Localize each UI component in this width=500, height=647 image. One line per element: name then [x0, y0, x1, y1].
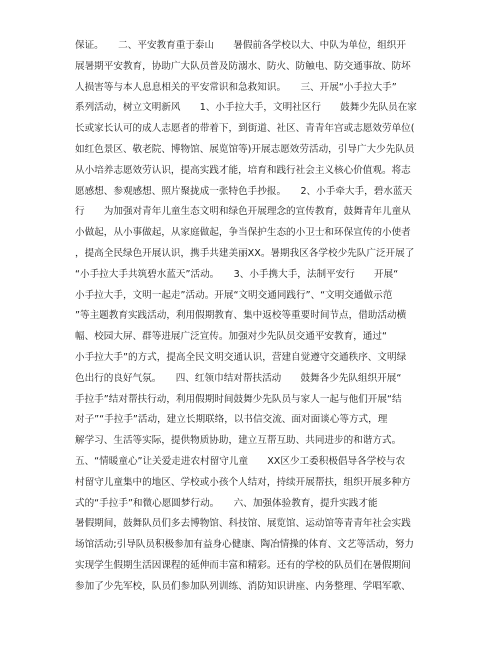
text-line: 愿感想、参观感想、照片聚拢成一张特色手抄报。 2、小手牵大手，碧水蓝天	[75, 185, 413, 197]
text-line: 五、“情暖童心”让关爱走进农村留守儿童 XX区少工委积极倡导各学校与农	[75, 455, 406, 467]
text-line: 暑假期间，鼓舞队员们多去博物馆、科技馆、展览馆、运动馆等青青年社会实践	[75, 518, 411, 530]
text-line: 保证。 二、平安教育重于泰山 暑假前各学校以大、中队为单位，组织开	[75, 40, 406, 51]
text-line: 场馆活动;引导队员积极参加有益身心健康、陶冶情操的体育、文艺等活动，努力	[75, 539, 415, 551]
text-line: 参加了少先军校，队员们参加队列训练、消防知识讲座、内务整理、学唱军歌、	[75, 580, 411, 592]
text-line: 对子”“手拉手”活动，建立长期联络，以书信交流、面对面谈心等方式，理	[75, 414, 388, 426]
text-line: “小手拉大手共筑碧水蓝天”活动。 3、小手携大手，法制平安行 开展“	[75, 268, 399, 280]
text-line: 长或家长认可的成人志愿者的带着下，到街道、社区、青青年宫或志愿效劳单位(	[75, 123, 415, 135]
text-line: 小手拉大手，文明一起走”活动。开展“文明交通同践行”、“文明交通做示范	[75, 289, 393, 301]
body-text	[75, 36, 427, 598]
text-line: 小手拉大手”的方式，提高全民文明交通认识，营建自觉遵守交通秩序、文明绿	[75, 351, 407, 363]
text-line: ，提高全民绿色开展认识，携手共建美丽XX。暑期我区各学校少先队广泛开展了	[75, 247, 415, 259]
text-line: 系列活动，树立文明新风 1、小手拉大手，文明社区行 鼓舞少先队员在家	[75, 102, 417, 114]
text-line: 小做起，从小事做起，从家庭做起，争当保护生态的小卫士和环保宣传的小使者	[75, 227, 411, 239]
text-line: 幅、校园大屏、群等进展广泛宣传。加强对少先队员交通平安教育，通过“	[75, 331, 387, 343]
text-line: 解学习、生活等实际，提供物质协助，建立互帮互助、共同进步的和谐方式。	[75, 435, 402, 447]
text-line: 式的“手拉手”和微心愿圆梦行动。 六、加强体验教育，提升实践才能	[75, 497, 378, 509]
text-line: 手拉手”结对帮扶行动，利用假期时间鼓舞少先队员与家人一起与他们开展“结	[75, 393, 402, 405]
text-line: 实现学生假期生活因课程的延伸而丰富和精彩。还有的学校的队员们在暑假期间	[75, 559, 411, 571]
text-line: 人损害等与本人息息相关的平安常识和急救知识。 三、开展“小手拉大手”	[75, 81, 397, 93]
text-line: 如红色景区、敬老院、博物馆、展览馆等)开展志愿效劳活动，引导广大少先队员	[75, 143, 415, 155]
text-line: ”等主题教育实践活动，利用假期教育、集中返校等重要时间节点，借助活动横	[75, 310, 407, 322]
text-line: 色出行的良好气氛。 四、红领巾结对帮扶活动 鼓舞各少先队组织开展“	[75, 372, 402, 384]
text-line: 展暑期平安教育，协助广大队员普及防溺水、防火、防触电、防交通事故、防坏	[75, 60, 411, 72]
text-line: 从小培养志愿效劳认识，提高实践才能，培育和践行社会主义核心价值观。将志	[75, 164, 411, 176]
text-line: 行 为加强对青年儿童生态文明和绿色开展理念的宣传教育，鼓舞青年儿童从	[75, 206, 411, 218]
text-line: 村留守儿童集中的地区、学校或小孩个人结对，持续开展帮扶，组织开展多种方	[75, 476, 411, 488]
